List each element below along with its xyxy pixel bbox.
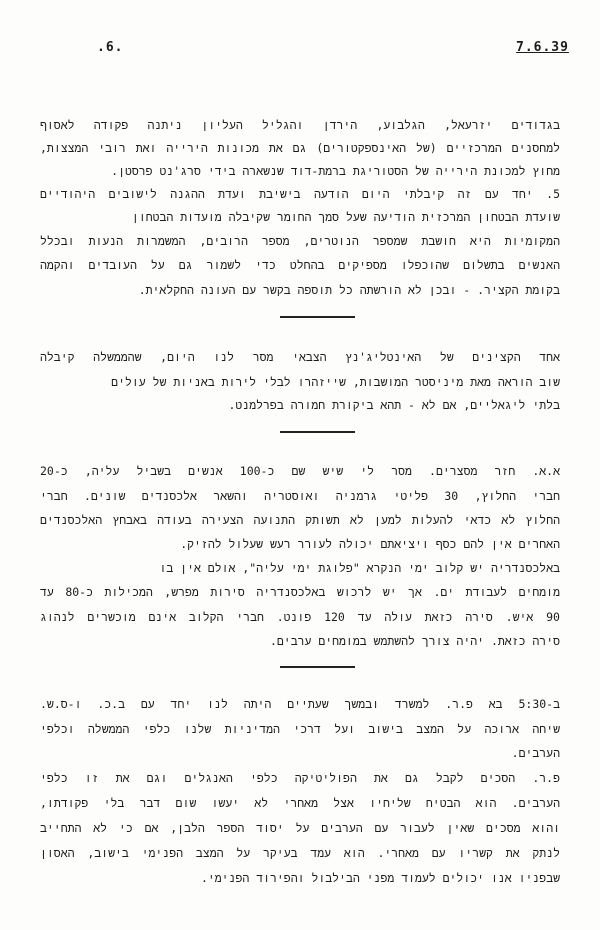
- paragraph-line: המקומיות היא חושבת שמספר הנוטרים, מספר הרובים, המשמרות הנעות ובכלל: [40, 234, 560, 248]
- paragraph-line: לנתק את קשריו עם מאחרי. הוא עמד בעיקר על המצב הפנימי בישוב, האסון: [40, 846, 560, 860]
- paragraph-line: למחסנים המרכזיים (של האינספקטורים) גם את מכונות הירייה ואת רובי המצצות,: [40, 141, 560, 155]
- paragraph-line: 5. יחד עם זה קיבלתי היום הודעה בישיבת ועדת ההגנה לישובים היהודיים: [40, 187, 560, 201]
- paragraph-line: בקומת הקציר. - ובכן לא הורשתה כל תוספה בקשר עם העונה החקלאית.: [138, 283, 560, 297]
- paragraph-line: חברי החלוץ, 30 פליטי גרמניה ואוסטריה והשאר אלכסנדים שונים. חברי: [40, 489, 560, 503]
- paragraph-line: בגדודים יזרעאל, הגלבוע, הירדן והגליל העליון ניתנה פקודה לאסוף: [40, 118, 560, 132]
- paragraph-line: החלוץ לא כדאי להעלות למען לא תשותק התנועה הצעירה בעודה באבחץ האלכסנדים: [40, 513, 560, 527]
- paragraph-line: שוב הוראה מאת מיניסטר המושבות, שייזהרו לבלי לירות באניות של עולים: [111, 375, 560, 389]
- paragraph-line: סירה כזאת. יהיה צורך להשתמש במומחים ערבים.: [269, 634, 560, 648]
- paragraph-line: שבפניו אנו יכולים לעמוד מפני הבילבול והפירוד הפנימי.: [200, 871, 560, 885]
- paragraph-line: שועדת הבטחון המרכזית הודיעה שעל סמך החומר שקיבלה מועדות הבטחון: [131, 210, 560, 224]
- paragraph-line: א.א. חזר מסצרים. מסר לי שיש שם כ-100 אנשים בשביל עליה, כ-20: [40, 464, 560, 478]
- paragraph-line: הערבים. הוא הבטיח שליחיו אצל מאחרי לא יעשו שום דבר בלי פקודתו,: [40, 796, 560, 810]
- paragraph-line: ב-5:30 בא פ.ר. למשרד ובמשך שעתיים היתה לנו יחד עם ב.כ. ו-ס.ש.: [40, 697, 560, 711]
- paragraph-line: בלתי ליגאליים, אם לא - תהא ביקורת חמורה בפרלמנט.: [228, 398, 560, 412]
- paragraph-line: פ.ר. הסכים לקבל גם את הפוליטיקה כלפי האנגלים וגם את זו כלפי: [40, 771, 560, 785]
- section-divider: [280, 666, 355, 668]
- section-divider: [280, 316, 355, 318]
- paragraph-line: והוא מסכים שאין לעבור עם הערבים על יסוד הספר הלבן, אם כי לא התחייב: [40, 821, 560, 835]
- section-divider: [280, 431, 355, 433]
- document-date: 7.6.39: [516, 40, 569, 55]
- paragraph-line: מחוץ למכונת הירייה של הסטוריגת ברמת-דוד שנשארה בידי סרג'נט פרסטן.: [111, 164, 560, 178]
- paragraph-line: אחד הקצינים של האינטליג'נץ הצבאי מסר לנו היום, שהממשלה קיבלה: [40, 350, 560, 364]
- page-number: .6.: [97, 40, 124, 55]
- paragraph-line: שיחה ארוכה על המצב בישוב ועל דרכי המדיניות שלנו כלפי הממשלה וכלפי: [40, 722, 560, 736]
- paragraph-line: מומחים לעבודת ים. אך יש לרכוש באלכסנדריה סירות מפרש, המכילות כ-80 עד: [40, 585, 560, 599]
- paragraph-line: 90 איש. סירה כזאת עולה עד 120 פונט. חברי הקלוב אינם מוכשרים לנהוג: [40, 610, 560, 624]
- paragraph-line: באלכסנדריה יש קלוב ימי הנקרא "פלוגת ימי עליה", אולם אין בו: [159, 561, 560, 575]
- paragraph-line: האחרים אין להם כסף ויציאתם יכולה לעורר רעש שעלול להזיק.: [180, 537, 560, 551]
- paragraph-line: הערבים.: [511, 746, 560, 760]
- paragraph-line: האנשים בתשלום שהוכפלו מספיקים בהחלט כדי לשמור גם על העובדים והקמה: [40, 258, 560, 272]
